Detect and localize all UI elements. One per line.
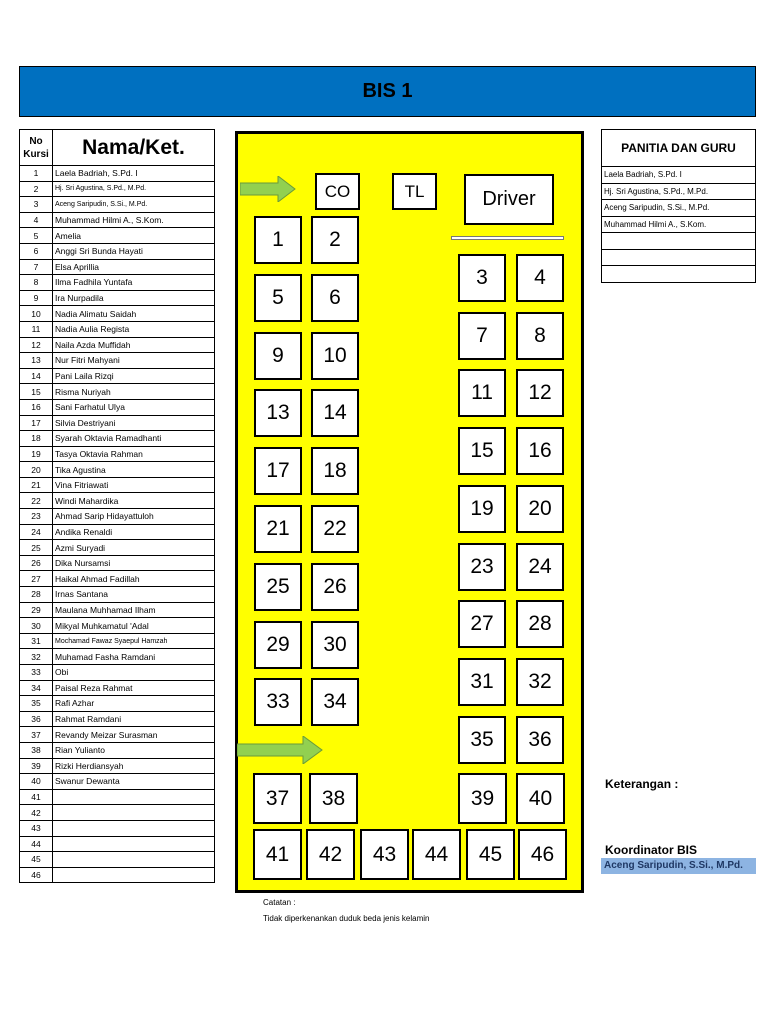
- roster-row: [20, 399, 215, 415]
- roster-passenger-name: Silvia Destriyani: [53, 415, 215, 431]
- roster-row: [20, 805, 215, 821]
- seat-number-label: 25: [266, 574, 290, 598]
- roster-passenger-name: Mikyal Muhkamatul 'Adal: [53, 618, 215, 634]
- roster-row: [20, 852, 215, 868]
- seat-number-label: 28: [528, 612, 552, 636]
- roster-seat-number: 32: [20, 649, 53, 665]
- roster-passenger-name: Sani Farhatul Ulya: [53, 399, 215, 415]
- roster-row: [20, 275, 215, 291]
- seat-8: [516, 312, 564, 360]
- roster-row: [20, 259, 215, 275]
- tl-label: TL: [404, 181, 425, 201]
- seat-number-label: 30: [323, 632, 347, 656]
- seat-21: [254, 505, 302, 553]
- seat-39: [458, 773, 507, 824]
- roster-passenger-name: Muhamad Fasha Ramdani: [53, 649, 215, 665]
- roster-row: [20, 680, 215, 696]
- roster-seat-number: 41: [20, 789, 53, 805]
- roster-seat-number: 18: [20, 431, 53, 447]
- roster-seat-number: 43: [20, 820, 53, 836]
- roster-passenger-name: Swanur Dewanta: [53, 774, 215, 790]
- roster-passenger-name: Andika Renaldi: [53, 524, 215, 540]
- roster-seat-number: 13: [20, 353, 53, 369]
- roster-passenger-name: Rian Yulianto: [53, 742, 215, 758]
- tl-seat: [392, 173, 437, 210]
- roster-row: [20, 290, 215, 306]
- roster-row: [20, 774, 215, 790]
- roster-passenger-name: [53, 805, 215, 821]
- roster-row: [20, 384, 215, 400]
- roster-seat-number: 24: [20, 524, 53, 540]
- seat-11: [458, 369, 506, 417]
- roster-row: [20, 836, 215, 852]
- roster-seat-number: 27: [20, 571, 53, 587]
- roster-row: [20, 820, 215, 836]
- seat-22: [311, 505, 359, 553]
- seat-number-label: 11: [471, 381, 493, 405]
- roster-passenger-name: [53, 852, 215, 868]
- seat-5: [254, 274, 302, 322]
- roster-passenger-name: Rahmat Ramdani: [53, 711, 215, 727]
- roster-row: [20, 742, 215, 758]
- roster-seat-number: 4: [20, 212, 53, 228]
- seat-number-label: 18: [323, 459, 347, 483]
- seat-33: [254, 678, 302, 726]
- roster-seat-number: 20: [20, 462, 53, 478]
- roster-passenger-name: Rafi Azhar: [53, 696, 215, 712]
- roster-row: [20, 602, 215, 618]
- seat-number-label: 19: [470, 496, 494, 520]
- roster-seat-number: 30: [20, 618, 53, 634]
- seat-9: [254, 332, 302, 380]
- roster-row: [20, 649, 215, 665]
- seat-1: [254, 216, 302, 264]
- seat-46: [518, 829, 567, 880]
- seat-number-label: 35: [470, 727, 494, 751]
- committee-row: [602, 233, 756, 250]
- seat-29: [254, 621, 302, 669]
- committee-row: [602, 183, 756, 200]
- seat-number-label: 16: [528, 439, 552, 463]
- roster-passenger-name: Mochamad Fawaz Syaepul Hamzah: [53, 633, 215, 649]
- roster-seat-number: 2: [20, 181, 53, 197]
- roster-row: [20, 337, 215, 353]
- roster-row: [20, 431, 215, 447]
- roster-seat-number: 35: [20, 696, 53, 712]
- seat-number-label: 5: [272, 285, 284, 309]
- roster-seat-number: 23: [20, 509, 53, 525]
- seat-number-label: 44: [424, 842, 449, 866]
- roster-row: [20, 571, 215, 587]
- roster-row: [20, 353, 215, 369]
- roster-seat-number: 34: [20, 680, 53, 696]
- seat-24: [516, 543, 564, 591]
- seat-number-label: 9: [272, 343, 284, 367]
- roster-passenger-name: Muhammad Hilmi A., S.Kom.: [53, 212, 215, 228]
- entry-arrow-rear-icon: [237, 736, 323, 764]
- roster-seat-number: 17: [20, 415, 53, 431]
- roster-row: [20, 758, 215, 774]
- seat-number-label: 3: [476, 266, 488, 289]
- roster-row: [20, 166, 215, 182]
- seat-number-label: 43: [372, 842, 397, 866]
- seat-20: [516, 485, 564, 533]
- roster-seat-number: 38: [20, 742, 53, 758]
- roster-passenger-name: Maulana Muhhamad Ilham: [53, 602, 215, 618]
- roster-row: [20, 415, 215, 431]
- seat-number-label: 15: [470, 439, 494, 463]
- seat-number-label: 29: [266, 632, 290, 656]
- roster-passenger-name: Haikal Ahmad Fadillah: [53, 571, 215, 587]
- roster-passenger-name: Nadia Alimatu Saidah: [53, 306, 215, 322]
- seat-number-label: 32: [528, 669, 552, 693]
- seat-number-label: 45: [478, 842, 503, 866]
- seat-number-label: 33: [266, 690, 290, 714]
- seat-31: [458, 658, 506, 706]
- notes-block: [263, 895, 429, 927]
- notes-text: Tidak diperkenankan duduk beda jenis kelamin: [263, 914, 430, 923]
- roster-row: [20, 540, 215, 556]
- keterangan-label: Keterangan :: [605, 777, 679, 791]
- seat-32: [516, 658, 564, 706]
- roster-row: [20, 696, 215, 712]
- roster-passenger-name: Nur Fitri Mahyani: [53, 353, 215, 369]
- roster-passenger-name: Ira Nurpadila: [53, 290, 215, 306]
- committee-member: Laela Badriah, S.Pd. I: [602, 167, 756, 184]
- committee-row: [602, 266, 756, 283]
- seat-45: [466, 829, 515, 880]
- roster-row: [20, 368, 215, 384]
- committee-header-row: [602, 130, 756, 167]
- roster-row: [20, 477, 215, 493]
- committee-member: Aceng Saripudin, S.Si., M.Pd.: [602, 200, 756, 217]
- roster-row: [20, 446, 215, 462]
- roster-passenger-name: Anggi Sri Bunda Hayati: [53, 243, 215, 259]
- seat-number-label: 8: [534, 323, 546, 347]
- seat-4: [516, 254, 564, 302]
- committee-member: [602, 266, 756, 283]
- roster-passenger-name: Obi: [53, 665, 215, 681]
- seat-16: [516, 427, 564, 475]
- roster-passenger-name: Ahmad Sarip Hidayattuloh: [53, 509, 215, 525]
- seat-number-label: 4: [534, 266, 546, 289]
- roster-seat-number: 46: [20, 867, 53, 883]
- roster-seat-number: 22: [20, 493, 53, 509]
- roster-seat-number: 6: [20, 243, 53, 259]
- seat-number-label: 38: [321, 786, 346, 810]
- roster-row: [20, 509, 215, 525]
- roster-row: [20, 197, 215, 213]
- seat-40: [516, 773, 565, 824]
- committee-row: [602, 200, 756, 217]
- seat-36: [516, 716, 564, 764]
- roster-seat-number: 16: [20, 399, 53, 415]
- committee-row: [602, 216, 756, 233]
- roster-row: [20, 727, 215, 743]
- roster-seat-number: 45: [20, 852, 53, 868]
- roster-passenger-name: Rizki Herdiansyah: [53, 758, 215, 774]
- driver-label: Driver: [482, 188, 536, 210]
- seat-number-label: 17: [266, 459, 290, 483]
- roster-row: [20, 181, 215, 197]
- roster-seat-number: 3: [20, 197, 53, 213]
- seat-number-label: 41: [265, 842, 290, 866]
- co-label: CO: [324, 181, 351, 201]
- roster-row: [20, 618, 215, 634]
- seat-35: [458, 716, 506, 764]
- seat-41: [253, 829, 302, 880]
- roster-seat-number: 19: [20, 446, 53, 462]
- page-title: BIS 1: [362, 80, 413, 102]
- seat-number-label: 40: [528, 786, 553, 810]
- co-seat: [315, 173, 360, 210]
- notes-label: Catatan :: [263, 898, 296, 907]
- roster-row: [20, 212, 215, 228]
- roster-seat-number: 37: [20, 727, 53, 743]
- roster-passenger-name: Irnas Santana: [53, 587, 215, 603]
- committee-row: [602, 249, 756, 266]
- seat-number-label: 21: [266, 517, 290, 540]
- roster-passenger-name: Amelia: [53, 228, 215, 244]
- roster-row: [20, 633, 215, 649]
- seat-number-label: 1: [272, 228, 284, 251]
- roster-seat-number: 26: [20, 555, 53, 571]
- seat-roster-table: [19, 129, 215, 883]
- seat-37: [253, 773, 302, 824]
- roster-seat-number: 11: [20, 321, 53, 337]
- seat-18: [311, 447, 359, 495]
- roster-passenger-name: Tasya Oktavia Rahman: [53, 446, 215, 462]
- roster-seat-number: 28: [20, 587, 53, 603]
- roster-seat-number: 9: [20, 290, 53, 306]
- committee-table: [601, 129, 756, 283]
- roster-seat-number: 40: [20, 774, 53, 790]
- roster-row: [20, 789, 215, 805]
- roster-passenger-name: Pani Laila Rizqi: [53, 368, 215, 384]
- roster-seat-number: 33: [20, 665, 53, 681]
- roster-row: [20, 321, 215, 337]
- seat-number-label: 46: [530, 842, 555, 866]
- roster-passenger-name: [53, 836, 215, 852]
- entry-arrow-front-icon: [240, 176, 296, 202]
- seat-number-label: 34: [323, 690, 347, 714]
- roster-seat-number: 1: [20, 166, 53, 182]
- seat-43: [360, 829, 409, 880]
- roster-row: [20, 555, 215, 571]
- seat-30: [311, 621, 359, 669]
- seat-27: [458, 600, 506, 648]
- roster-row: [20, 524, 215, 540]
- roster-row: [20, 306, 215, 322]
- header-nama-ket: Nama/Ket.: [53, 130, 215, 166]
- roster-passenger-name: Aceng Saripudin, S.Si., M.Pd.: [53, 197, 215, 213]
- seat-number-label: 22: [323, 517, 347, 540]
- roster-seat-number: 29: [20, 602, 53, 618]
- seat-number-label: 12: [528, 381, 552, 405]
- roster-seat-number: 21: [20, 477, 53, 493]
- header-no-kursi: No Kursi: [20, 130, 53, 166]
- roster-seat-number: 44: [20, 836, 53, 852]
- seat-number-label: 31: [470, 669, 494, 693]
- roster-seat-number: 31: [20, 633, 53, 649]
- roster-passenger-name: [53, 867, 215, 883]
- roster-passenger-name: Tika Agustina: [53, 462, 215, 478]
- roster-seat-number: 8: [20, 275, 53, 291]
- committee-header: PANITIA DAN GURU: [602, 130, 756, 167]
- seat-2: [311, 216, 359, 264]
- roster-passenger-name: Syarah Oktavia Ramadhanti: [53, 431, 215, 447]
- roster-passenger-name: [53, 820, 215, 836]
- seat-number-label: 2: [329, 228, 341, 251]
- seat-34: [311, 678, 359, 726]
- title-banner: [19, 66, 756, 117]
- seat-28: [516, 600, 564, 648]
- seat-14: [311, 389, 359, 437]
- roster-passenger-name: Revandy Meizar Surasman: [53, 727, 215, 743]
- committee-member: [602, 233, 756, 250]
- roster-passenger-name: Laela Badriah, S.Pd. I: [53, 166, 215, 182]
- roster-passenger-name: [53, 789, 215, 805]
- koordinator-name: Aceng Saripudin, S.Si., M.Pd.: [601, 858, 756, 874]
- roster-row: [20, 867, 215, 883]
- roster-row: [20, 711, 215, 727]
- seat-17: [254, 447, 302, 495]
- roster-seat-number: 36: [20, 711, 53, 727]
- roster-passenger-name: Ilma Fadhila Yuntafa: [53, 275, 215, 291]
- driver-seat: [464, 174, 554, 225]
- roster-seat-number: 5: [20, 228, 53, 244]
- roster-passenger-name: Paisal Reza Rahmat: [53, 680, 215, 696]
- roster-row: [20, 243, 215, 259]
- committee-member: Muhammad Hilmi A., S.Kom.: [602, 216, 756, 233]
- seat-38: [309, 773, 358, 824]
- koordinator-label: Koordinator BIS: [605, 843, 697, 857]
- roster-seat-number: 10: [20, 306, 53, 322]
- roster-seat-number: 14: [20, 368, 53, 384]
- seat-26: [311, 563, 359, 611]
- bus-floor-plan: [235, 131, 584, 893]
- seat-42: [306, 829, 355, 880]
- roster-row: [20, 228, 215, 244]
- seat-number-label: 7: [476, 323, 488, 347]
- driver-partition: [451, 236, 564, 240]
- roster-row: [20, 493, 215, 509]
- seat-10: [311, 332, 359, 380]
- seat-7: [458, 312, 506, 360]
- seat-12: [516, 369, 564, 417]
- seat-number-label: 26: [323, 574, 347, 598]
- roster-seat-number: 7: [20, 259, 53, 275]
- seat-3: [458, 254, 506, 302]
- seat-6: [311, 274, 359, 322]
- roster-passenger-name: Risma Nuriyah: [53, 384, 215, 400]
- seat-number-label: 37: [265, 786, 290, 810]
- roster-row: [20, 462, 215, 478]
- seat-number-label: 6: [329, 285, 341, 309]
- roster-row: [20, 665, 215, 681]
- roster-seat-number: 12: [20, 337, 53, 353]
- committee-member: [602, 249, 756, 266]
- committee-member: Hj. Sri Agustina, S.Pd., M.Pd.: [602, 183, 756, 200]
- seat-number-label: 24: [528, 554, 552, 578]
- roster-passenger-name: Naila Azda Muffidah: [53, 337, 215, 353]
- roster-passenger-name: Nadia Aulia Regista: [53, 321, 215, 337]
- roster-passenger-name: Azmi Suryadi: [53, 540, 215, 556]
- roster-passenger-name: Vina Fitriawati: [53, 477, 215, 493]
- seat-25: [254, 563, 302, 611]
- roster-passenger-name: Hj. Sri Agustina, S.Pd., M.Pd.: [53, 181, 215, 197]
- roster-seat-number: 25: [20, 540, 53, 556]
- seat-44: [412, 829, 461, 880]
- roster-seat-number: 42: [20, 805, 53, 821]
- seat-number-label: 13: [266, 401, 290, 425]
- roster-passenger-name: Windi Mahardika: [53, 493, 215, 509]
- seat-number-label: 20: [528, 496, 552, 520]
- roster-seat-number: 15: [20, 384, 53, 400]
- committee-row: [602, 167, 756, 184]
- seat-number-label: 27: [470, 612, 494, 636]
- seat-15: [458, 427, 506, 475]
- seat-19: [458, 485, 506, 533]
- seat-number-label: 42: [318, 842, 343, 866]
- seat-number-label: 10: [323, 343, 347, 367]
- roster-header-row: [20, 130, 215, 166]
- roster-passenger-name: Elsa Aprillia: [53, 259, 215, 275]
- roster-row: [20, 587, 215, 603]
- seat-number-label: 39: [470, 786, 495, 810]
- seat-13: [254, 389, 302, 437]
- seat-number-label: 36: [528, 727, 552, 751]
- roster-seat-number: 39: [20, 758, 53, 774]
- seat-number-label: 14: [323, 401, 347, 425]
- roster-passenger-name: Dika Nursamsi: [53, 555, 215, 571]
- seat-number-label: 23: [470, 554, 494, 578]
- seat-23: [458, 543, 506, 591]
